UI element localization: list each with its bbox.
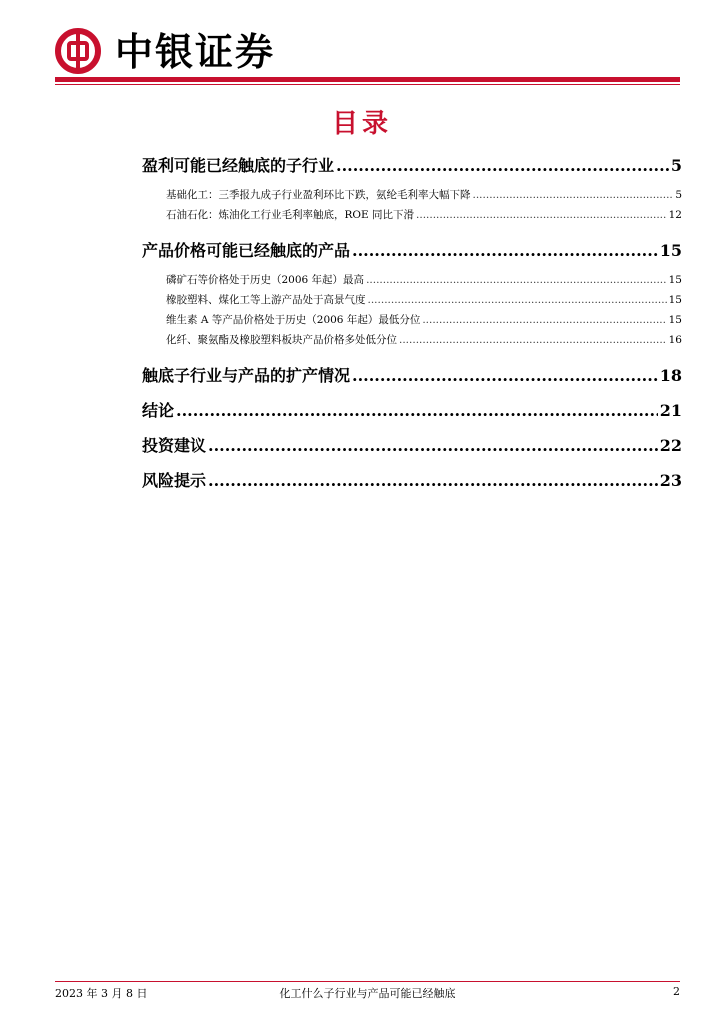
header-rule-thin [55, 84, 680, 85]
toc-subentry[interactable] [166, 313, 682, 327]
footer-page-number: 2 [673, 985, 680, 998]
toc-entry[interactable] [142, 401, 682, 421]
toc-entry-label: 维生素 A 等产品价格处于历史（2006 年起）最低分位 [166, 314, 421, 326]
toc-entry-page: 15 [668, 294, 682, 306]
toc-entry-page: 15 [668, 274, 682, 286]
footer-rule [55, 981, 680, 982]
toc-subentry[interactable] [166, 208, 682, 222]
toc-subentry[interactable] [166, 293, 682, 307]
toc-entry-page: 23 [659, 471, 682, 490]
toc-entry-page: 18 [659, 366, 682, 385]
toc-entry-page: 12 [668, 209, 682, 221]
toc-subentry[interactable] [166, 333, 682, 347]
toc-subentry[interactable] [166, 273, 682, 287]
toc-entry-label: 投资建议 [142, 436, 207, 455]
toc-entry-page: 16 [668, 334, 682, 346]
toc-entry-label: 产品价格可能已经触底的产品 [142, 241, 351, 260]
toc-entry-page: 21 [659, 401, 682, 420]
footer-date: 2023 年 3 月 8 日 [55, 987, 148, 1000]
toc-entry-page: 5 [670, 156, 682, 175]
header-rule [55, 77, 680, 82]
report-header [55, 28, 680, 76]
brand-name: 中银证券 [115, 30, 276, 74]
toc-entry[interactable] [142, 436, 682, 456]
bank-of-china-logo-icon [55, 28, 101, 74]
toc-entry-label: 化纤、聚氨酯及橡胶塑料板块产品价格多处低分位 [166, 334, 397, 346]
footer-title: 化工什么子行业与产品可能已经触底 [279, 987, 456, 1000]
toc-entry-page: 15 [659, 241, 682, 260]
toc-entry[interactable] [142, 156, 682, 176]
toc-entry[interactable] [142, 366, 682, 386]
toc-entry-label: 盈利可能已经触底的子行业 [142, 156, 335, 175]
toc-entry-label: 结论 [142, 401, 175, 420]
toc-title: 目录 [331, 109, 392, 139]
table-of-contents [142, 150, 682, 491]
toc-entry-label: 触底子行业与产品的扩产情况 [142, 366, 351, 385]
toc-entry-label: 风险提示 [142, 471, 207, 490]
toc-entry[interactable] [142, 241, 682, 261]
toc-entry[interactable] [142, 471, 682, 491]
toc-entry-label: 石油石化：炼油化工行业毛利率触底，ROE 同比下滑 [166, 209, 415, 221]
toc-entry-label: 橡胶塑料、煤化工等上游产品处于高景气度 [166, 294, 366, 306]
toc-entry-label: 基础化工：三季报九成子行业盈利环比下跌，氨纶毛利率大幅下降 [166, 189, 471, 201]
toc-subentry[interactable] [166, 188, 682, 202]
toc-entry-page: 5 [675, 189, 682, 201]
toc-entry-page: 15 [668, 314, 682, 326]
toc-entry-label: 磷矿石等价格处于历史（2006 年起）最高 [166, 274, 365, 286]
toc-entry-page: 22 [659, 436, 682, 455]
